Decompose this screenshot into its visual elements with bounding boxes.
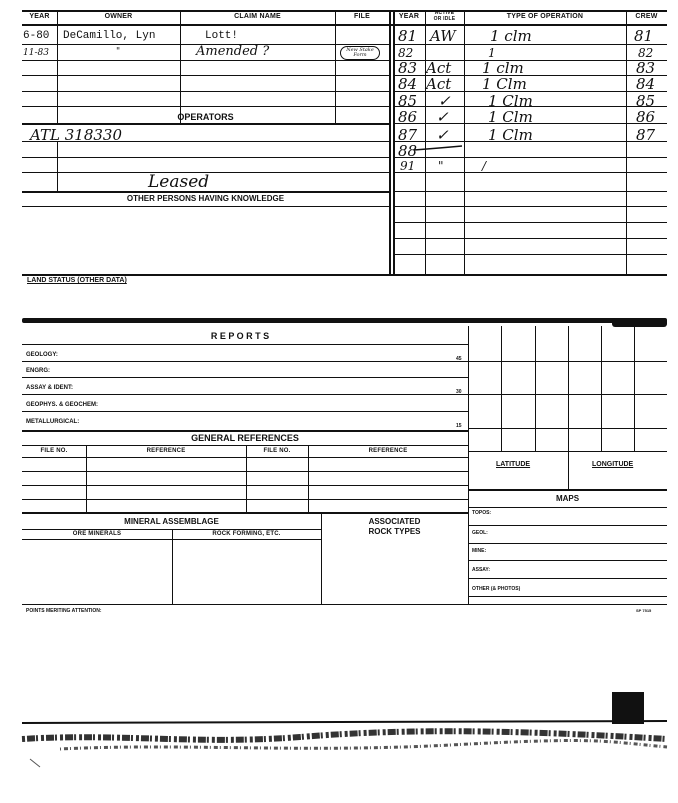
ref-header-reference: REFERENCE (146, 448, 186, 454)
op-year: 87 (398, 126, 418, 144)
op-year: 81 (398, 27, 418, 45)
ref-header-file-no-2: FILE NO. (263, 448, 291, 454)
claim-name: Lott! (205, 30, 239, 42)
ref-header-reference-2: REFERENCE (368, 448, 408, 454)
maps-row-label: ASSAY: (472, 567, 491, 573)
op-status: ✓ (436, 126, 449, 144)
year2-header: YEAR (398, 13, 420, 20)
maps-title: MAPS (555, 494, 580, 503)
op-type: 1 clm (490, 27, 532, 45)
op-status: Act (426, 59, 452, 77)
report-label: GEOPHYS. & GEOCHEM: (26, 402, 99, 408)
op-type: 1 Clm (482, 75, 527, 93)
claim-name-header: CLAIM NAME (234, 13, 281, 20)
longitude-label: LONGITUDE (592, 461, 634, 468)
land-status-label: LAND STATUS (OTHER DATA) (27, 277, 127, 284)
maps-row-label: OTHER (& PHOTOS) (472, 586, 521, 592)
active-idle-header-2: OR IDLE (433, 16, 456, 22)
report-label: METALLURGICAL: (26, 419, 80, 425)
report-label: ASSAY & IDENT: (26, 385, 74, 391)
claim-name: Amended ? (196, 44, 270, 59)
op-status: ✓ (438, 92, 451, 110)
year-header: YEAR (29, 13, 50, 20)
rock-forming-header: ROCK FORMING, ETC. (212, 531, 281, 537)
op-status: Act (426, 75, 452, 93)
report-label: GEOLOGY: (26, 352, 58, 358)
op-type: 1 (488, 46, 496, 60)
op-type: 1 clm (482, 59, 524, 77)
operator-entry: ATL 318330 (30, 126, 123, 144)
ore-minerals-header: ORE MINERALS (72, 531, 122, 537)
op-year: 86 (398, 108, 418, 126)
associated-rock-types-1: ASSOCIATED (368, 517, 421, 526)
scan-edge-noise (0, 715, 678, 775)
op-crew: 85 (636, 92, 656, 110)
op-crew: 81 (634, 27, 654, 45)
report-num: 30 (456, 389, 462, 395)
other-persons-title: OTHER PERSONS HAVING KNOWLEDGE (126, 194, 285, 203)
operators-title: OPERATORS (177, 112, 234, 122)
reports-title: R E P O R T S (210, 331, 270, 341)
op-year: 84 (398, 75, 418, 93)
report-label: ENGRG: (26, 368, 50, 374)
op-crew: 86 (636, 108, 656, 126)
op-status: " (438, 159, 444, 173)
report-num: 45 (456, 356, 462, 362)
op-type: 1 Clm (488, 108, 533, 126)
form-number: SP 7515 (636, 608, 652, 613)
op-year: 85 (398, 92, 418, 110)
associated-rock-types-2: ROCK TYPES (368, 527, 421, 536)
maps-row-label: GEOL: (472, 530, 488, 536)
op-year: 83 (398, 59, 418, 77)
signature: Leased (148, 172, 210, 192)
latitude-label: LATITUDE (496, 461, 531, 468)
type-of-operation-header: TYPE OF OPERATION (506, 13, 584, 20)
file-header: FILE (354, 13, 370, 20)
ink-mark (0, 0, 678, 200)
maps-row-label: MINE: (472, 548, 487, 554)
maps-row-label: TOPOS: (472, 510, 492, 516)
op-status: ✓ (436, 108, 449, 126)
mineral-assemblage-title: MINERAL ASSEMBLAGE (124, 517, 219, 526)
owner-name: DeCamillo, Lyn (63, 30, 156, 42)
op-type: 1 Clm (488, 92, 533, 110)
owner-header: OWNER (104, 13, 133, 20)
ref-header-file-no: FILE NO. (40, 448, 68, 454)
owner-year: 6-80 (23, 30, 50, 42)
op-year: 91 (400, 159, 416, 173)
active-idle-header-1: ACTIVE (434, 10, 455, 16)
points-meriting-attention: POINTS MERITING ATTENTION: (26, 608, 102, 614)
op-type: / (482, 159, 487, 173)
report-num: 15 (456, 423, 462, 429)
owner-year: 11-83 (23, 48, 49, 58)
crew-header: CREW (635, 13, 658, 20)
op-year: 82 (398, 46, 414, 60)
general-references-title: GENERAL REFERENCES (191, 433, 299, 443)
op-crew: 83 (636, 59, 656, 77)
op-crew: 84 (636, 75, 656, 93)
owner-file: New Stake Form (340, 46, 380, 60)
op-crew: 87 (636, 126, 656, 144)
owner-name: " (116, 47, 121, 57)
op-type: 1 Clm (488, 126, 533, 144)
op-status: AW (430, 27, 456, 45)
op-crew: 82 (638, 46, 654, 60)
op-year: 88 (398, 142, 418, 160)
